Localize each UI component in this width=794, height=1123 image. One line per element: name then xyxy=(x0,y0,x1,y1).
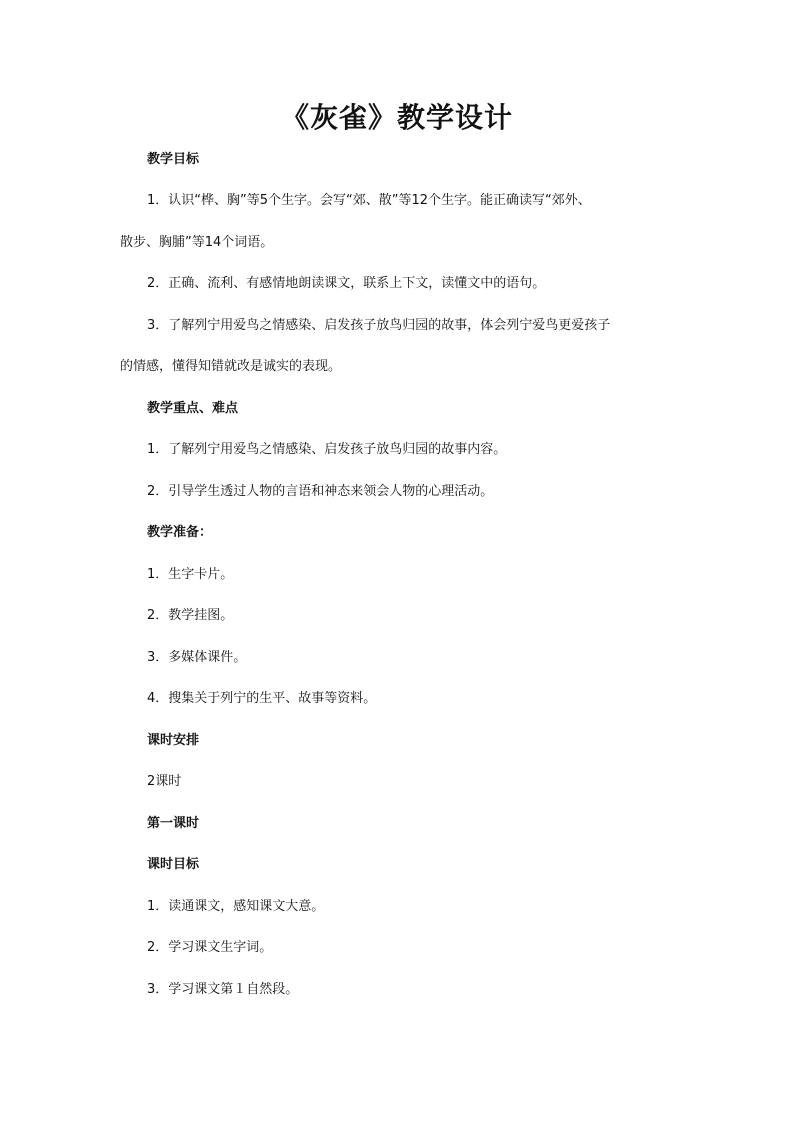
goals-heading: 教学目标 xyxy=(147,152,200,167)
goals-item-1-line-2: 散步、胸脯”等14个词语。 xyxy=(120,235,274,250)
preparation-item-1: 1．生字卡片。 xyxy=(147,567,234,582)
lesson-1-item-3: 3．学习课文第１自然段。 xyxy=(147,982,299,997)
goals-item-3-line-2: 的情感，懂得知错就改是诚实的表现。 xyxy=(120,359,342,374)
key-points-heading: 教学重点、难点 xyxy=(147,401,239,416)
preparation-heading: 教学准备： xyxy=(147,525,213,540)
page-title: 《灰雀》教学设计 xyxy=(280,101,513,134)
schedule-heading: 课时安排 xyxy=(147,733,200,748)
key-points-item-1: 1．了解列宁用爱鸟之情感染、启发孩子放鸟归园的故事内容。 xyxy=(147,442,507,457)
key-points-item-2: 2．引导学生透过人物的言语和神态来领会人物的心理活动。 xyxy=(147,484,494,499)
preparation-item-2: 2．教学挂图。 xyxy=(147,608,234,623)
goals-item-3-line-1: 3．了解列宁用爱鸟之情感染、启发孩子放鸟归园的故事，体会列宁爱鸟更爱孩子 xyxy=(147,318,611,333)
lesson-1-heading: 第一课时 xyxy=(147,816,200,831)
preparation-item-4: 4．搜集关于列宁的生平、故事等资料。 xyxy=(147,691,377,706)
lesson-1-goals-heading: 课时目标 xyxy=(147,857,200,872)
lesson-1-item-2: 2．学习课文生字词。 xyxy=(147,940,273,955)
preparation-item-3: 3．多媒体课件。 xyxy=(147,650,247,665)
goals-item-2: 2．正确、流利、有感情地朗读课文，联系上下文，读懂文中的语句。 xyxy=(147,276,546,291)
goals-item-1-line-1: 1．认识“桦、胸”等5个生字。会写“郊、散”等12个生字。能正确读写“郊外、 xyxy=(147,193,591,208)
schedule-value: 2课时 xyxy=(147,774,182,789)
lesson-1-item-1: 1．读通课文，感知课文大意。 xyxy=(147,899,325,914)
